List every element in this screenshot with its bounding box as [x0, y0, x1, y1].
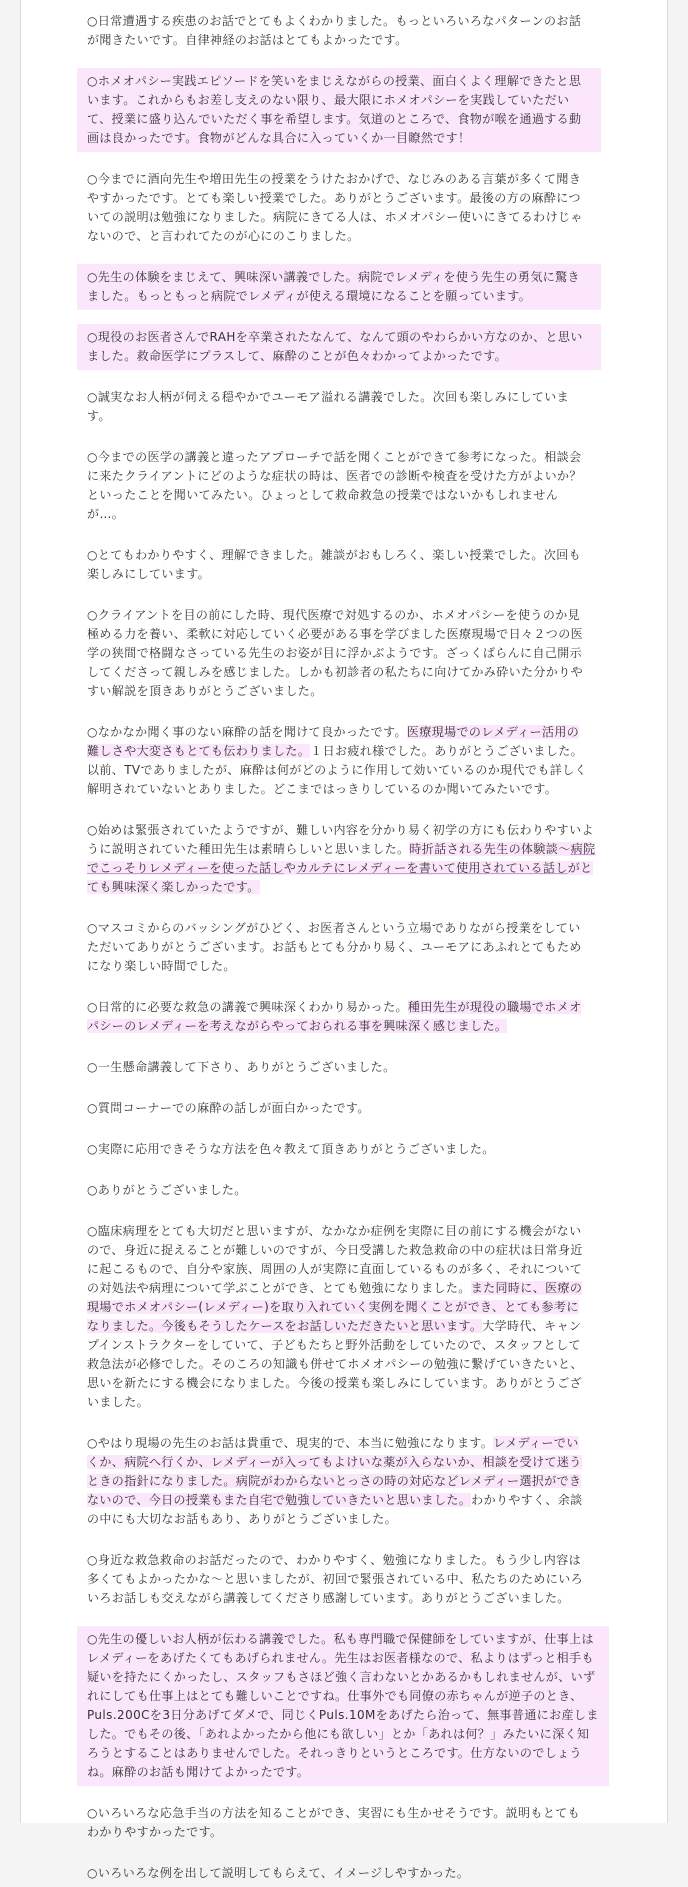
highlighted-text: また同時に、医療の現場でホメオパシー(レメディー)を取り入れていく実例を聞くことができ、とても参考になりました。今後もそうしたケースをお話しいただきたいと思います。 [87, 1281, 583, 1333]
comment-item [77, 1547, 601, 1612]
comment-text: ○始めは緊張されていたようですが、難しい内容を分かり易く初学の方にも伝わりやすいように説明されていた種田先生は素晴らしいと思いました。 [87, 823, 594, 856]
comment-text: ○現役のお医者さんでRAHを卒業されたなんて、なんて頭のやわらかい方なのか、と思いました。救命医学にプラスして、麻酔のことが色々わかってよかったです。 [87, 330, 583, 363]
highlighted-text: 時折話される先生の体験談～ [409, 842, 571, 856]
comment-item [77, 1626, 609, 1786]
comment-item [77, 1095, 601, 1122]
comment-text: わかりやすく、余談の中にも大切なお話もあり、ありがとうございました。 [87, 1493, 583, 1526]
comment-item [77, 1054, 601, 1081]
highlighted-text: レメディーでいくか、病院へ行くか、レメディーが入ってもよけいな薬が入らないか、相談を受けて迷うときの指針になりました。病院がわからないとっさの時の対応などレメディー選択ができないので、今日の授業もまた自宅で勉強していきたいと思いました。 [87, 1436, 582, 1507]
comment-item [77, 915, 601, 980]
highlighted-text: がとても興味深く楽しかったです。 [87, 861, 593, 894]
comment-item [77, 542, 601, 588]
comment-item [77, 384, 601, 430]
underlined-highlight-text: カルテにレメディーを書いて使用されている話し [296, 861, 568, 875]
comment-text: ○質問コーナーでの麻酔の話しが面白かったです。 [87, 1101, 370, 1115]
comment-text: ○なかなか聞く事のない麻酔の話を聞けて良かったです。 [87, 725, 407, 739]
comment-item [77, 1218, 601, 1416]
comment-text: ○日常的に必要な救急の講義で興味深くわかり易かった。 [87, 1000, 408, 1014]
comment-item [77, 324, 601, 370]
highlighted-text: や [283, 861, 297, 875]
comment-item [77, 602, 601, 705]
comment-list [21, 0, 667, 1887]
comment-text: ○身近な救急救命のお話だったので、わかりやすく、勉強になりました。もう少し内容は多くてもよかったかな～と思いましたが、初回で緊張されている中、私たちのためにいろいろお話しも交えながら講義してくださり感謝しています。ありがとうございました。 [87, 1553, 584, 1605]
comment-item [77, 1177, 601, 1204]
comment-text: ○先生の体験をまじえて、興味深い講義でした。病院でレメディを使う先生の勇気に驚きました。もっともっと病院でレメディが使える環境になることを願っています。 [87, 270, 580, 303]
comment-text: ○一生懸命講義して下さり、ありがとうございました。 [87, 1060, 396, 1074]
comment-text: ○クライアントを目の前にした時、現代医療で対処するのか、ホメオパシーを使うのか見極める力を養い、柔軟に対応していく必要がある事を学びました医療現場で日々２つの医学の狭間で格闘なさっている先生のお姿が目に浮かぶようです。ざっくばらんに自己開示してくださって親しみを感じました。しかも初診者の私たちに向けてかみ砕いた分かりやすい解説を頂きありがとうございました。 [87, 608, 584, 698]
comment-item [77, 8, 601, 54]
comment-item [77, 1800, 601, 1846]
comment-item [77, 264, 601, 310]
comment-item [77, 994, 601, 1040]
comment-item [77, 817, 609, 901]
comment-text: ○とてもわかりやすく、理解できました。雑談がおもしろく、楽しい授業でした。次回も楽しみにしています。 [87, 548, 581, 581]
comment-text: ○臨床病理をとても大切だと思いますが、なかなか症例を実際に目の前にする機会がないので、身近に捉えることが難しいのですが、今日受講した救急救命の中の症状は日常身近に起こるもので、自分や家族、周囲の人が実際に直面しているものが多く、それについての対処法や病理について学ぶことができ、とても勉強になりました。 [87, 1224, 583, 1295]
comment-text: ○ホメオパシー実践エピソードを笑いをまじえながらの授業、面白くよく理解できたと思います。これからもお差し支えのない限り、最大限にホメオパシーを実践していただいて、授業に盛り込んでいただく事を希望します。気道のところで、食物が喉を通過する動画は良かったです。食物がどんな具合に入っていくか一目瞭然です！ [87, 74, 582, 145]
page [20, 0, 668, 1880]
highlighted-text: 種田先生が現役の職場でホメオパシーのレメディーを考えながらやっておられる事を興味深く感じました。 [87, 1000, 582, 1033]
comment-item [77, 1430, 601, 1533]
comment-item [77, 719, 601, 803]
comment-text: ○ありがとうございました。 [87, 1183, 247, 1197]
comment-text: ○いろいろな例を出して説明してもらえて、イメージしやすかった。 [87, 1866, 470, 1880]
underlined-highlight-text: 病院でこっそりレメディーを使った話し [87, 842, 596, 875]
comment-text: １日お疲れ様でした。ありがとうございました。以前、TVでありましたが、麻酔は何がどのように作用して効いているのか現代でも詳しく解明されていないとありました。どこまではっきりしているのか聞いてみたいです。 [87, 744, 587, 796]
comment-text: 大学時代、キャンプインストラクターをしていて、子どもたちと野外活動をしていたので、スタッフとして救急法が必修でした。そのころの知識も併せてホメオパシーの勉強に繋げていきたいと、思いを新たにする機会になりました。今後の授業も楽しみにしています。ありがとうございました。 [87, 1319, 583, 1409]
comment-text: ○やはり現場の先生のお話は貴重で、現実的で、本当に勉強になります。 [87, 1436, 494, 1450]
comment-text: ○実際に応用できそうな方法を色々教えて頂きありがとうございました。 [87, 1142, 495, 1156]
comment-text: ○マスコミからのバッシングがひどく、お医者さんという立場でありながら授業をしていただいてありがとうございます。お話もとても分かり易く、ユーモアにあふれとてもためになり楽しい時間でした。 [87, 921, 582, 973]
comment-item [77, 1860, 601, 1887]
comment-item [77, 68, 601, 152]
comment-item [77, 444, 601, 528]
comment-text: ○今までの医学の講義と違ったアプローチで話を聞くことができて参考になった。相談会に来たクライアントにどのような症状の時は、医者での診断や検査を受けた方がよいか？といったことを聞いてみたい。ひょっとして救命救急の授業ではないかもしれませんが…。 [87, 450, 582, 521]
comment-item [77, 166, 601, 250]
comment-text: ○今までに酒向先生や増田先生の授業をうけたおかげで、なじみのある言葉が多くて聞きやすかったです。とても楽しい授業でした。ありがとうございます。最後の方の麻酔についての説明は勉強になりました。病院にきてる人は、ホメオパシー使いにきてるわけじゃないので、と言われてたのが心にのこりました。 [87, 172, 583, 243]
comment-text: ○誠実なお人柄が伺える穏やかでユーモア溢れる講義でした。次回も楽しみにしています。 [87, 390, 570, 423]
comment-text: ○先生の優しいお人柄が伝わる講義でした。私も専門職で保健師をしていますが、仕事上はレメディーをあげたくてもあげられません。先生はお医者様なので、私よりはずっと相手も疑いを持たにくかったし、スタッフもさほど強く言わないとかあるかもしれませんが、いずれにしても仕事上はとても難しいことですね。仕事外でも同僚の赤ちゃんが逆子のとき、Puls.200Cを3日分あげてダメで、同じくPuls.10Mをあげたら治って、無事普通にお産しました。でもその後、「あれよかったから他にも欲しい」とか「あれは何？」みたいに深く知ろうとすることはありませんでした。それっきりというところです。仕方ないのでしょうね。麻酔のお話も聞けてよかったです。 [87, 1632, 599, 1779]
comment-text: ○日常遭遇する疾患のお話でとてもよくわかりました。もっといろいろなパターンのお話が聞きたいです。自律神経のお話はとてもよかったです。 [87, 14, 582, 47]
comment-item [77, 1136, 601, 1163]
comment-text: ○いろいろな応急手当の方法を知ることができ、実習にも生かせそうです。説明もとてもわかりやすかったです。 [87, 1806, 581, 1839]
highlighted-text: 医療現場でのレメディー活用の難しさや大変さもとても伝わりました。 [87, 725, 580, 758]
